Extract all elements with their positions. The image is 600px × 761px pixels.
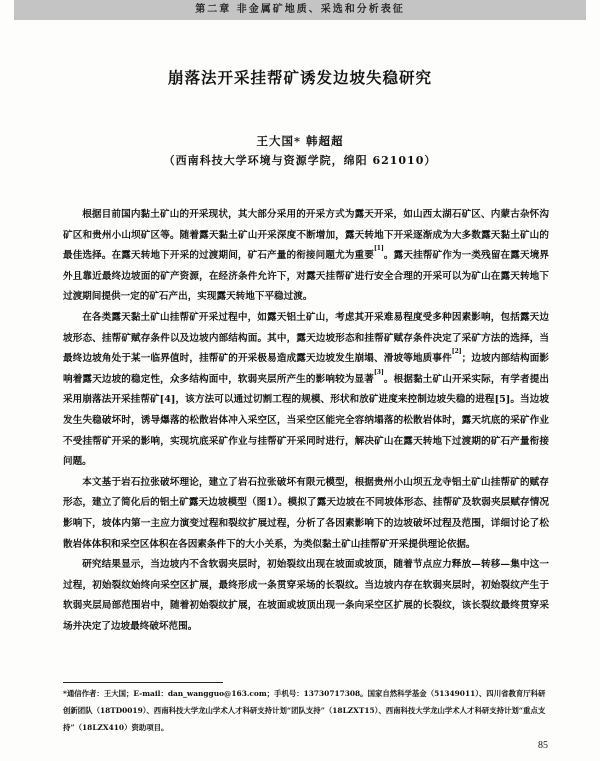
authors: 王大国* 韩超超 — [256, 134, 344, 148]
paragraph-4: 研究结果显示，当边坡内不含软弱夹层时，初始裂纹出现在坡面或坡顶，随着节点应力释放—转移—集中这一过程，初始裂纹始终向采空区扩展，最终形成一条贯穿采场的长裂纹。当边坡内存在软弱夹层时，初始裂纹产生于软弱夹层局部范围岩中，随着初始裂纹扩展，在坡面或坡顶出现一条向采空区扩展的长裂纹，该长裂纹最终贯穿采场并决定了边坡最终破坏范围。 — [63, 559, 549, 632]
paragraph-1: 根据目前国内黏土矿山的开采现状，其大部分采用的开采方式为露天开采，如山西太湖石矿区、内蒙古杂怀沟矿区和贵州小山坝矿区等。随着露天黏土矿山开采深度不断增加，露天转地下开采逐渐成为大多数露天黏土矿山的最佳选择。在露天转地下开采的过渡期间，矿石产量的衔接问题尤为重要[1]。露天挂帮矿作为一类残留在露天境界外且靠近最终边坡面的矿产资源，在经济条件允许下，对露天挂帮矿进行安全合理的开采可以为矿山在露天转地下过渡期间提供一定的矿石产出，实现露天转地下平稳过渡。 — [63, 209, 550, 303]
paragraph-2: 在各类露天黏土矿山挂帮矿开采过程中，如露天铝土矿山，考虑其开采难易程度受多种因素影响，包括露天边坡形态、挂帮矿赋存条件以及边坡内部结构面。其中，露天边坡形态和挂帮矿赋存条件决定了采矿方法的选择，当最终边坡角处于某一临界值时，挂帮矿的开采极易造成露天边坡发生崩塌、滑坡等地质事件[2]；边坡内部结构面影响着露天边坡的稳定性，众多结构面中，软弱夹层所产生的影响较为显著[3]。根据黏土矿山开采实际，有学者提出采用崩落法开采挂帮矿[4]，该方法可以通过切割工程的规模、形状和放矿进度来控制边坡失稳的进程[5]。当边坡发生失稳破坏时，诱导爆落的松散岩体冲入采空区，当采空区能完全容纳塌落的松散岩体时，露天坑底的采矿作业不受挂帮矿开采的影响，实现坑底采矿作业与挂帮矿开采同时进行，解决矿山在露天转地下过渡期的矿石产量衔接问题。 — [63, 311, 550, 468]
paragraph-3: 本文基于岩石拉张破坏理论，建立了岩石拉张破坏有限元模型，根据贵州小山坝五龙寺铝土矿山挂帮矿的赋存形态，建立了简化后的铝土矿露天边坡模型（图1）。模拟了露天边坡在不同坡体形态、挂帮矿及软弱夹层赋存情况影响下，坡体内第一主应力演变过程和裂纹扩展过程，分析了各因素影响下的边坡破坏过程及范围，详细讨论了松散岩体体积和采空区体积在各因素条件下的大小关系，为类似黏土矿山挂帮矿开采提供理论依据。 — [63, 476, 549, 550]
affiliation: （西南科技大学环境与资源学院，绵阳 621010） — [163, 154, 437, 167]
footnote: *通信作者：王大国；E-mail：dan_wangguo@163.com；手机号：13730717308。国家自然科学基金（51349011）、四川省教育厅科研创新团队（18TD0019）、西南科技大学龙山学术人才科研支持计划“团队支持”（18LZXT15）、西南科技大学龙山学术人才科研支持计划“重点支持”（18LZX410）资助项目。 — [63, 689, 546, 732]
running-head: 第二章 非金属矿地质、采选和分析表征 — [14, 0, 586, 20]
body-text — [63, 205, 549, 637]
footnote-rule — [63, 682, 223, 683]
page-number: 85 — [538, 740, 548, 751]
paper-title: 崩落法开采挂帮矿诱发边坡失稳研究 — [167, 68, 432, 87]
